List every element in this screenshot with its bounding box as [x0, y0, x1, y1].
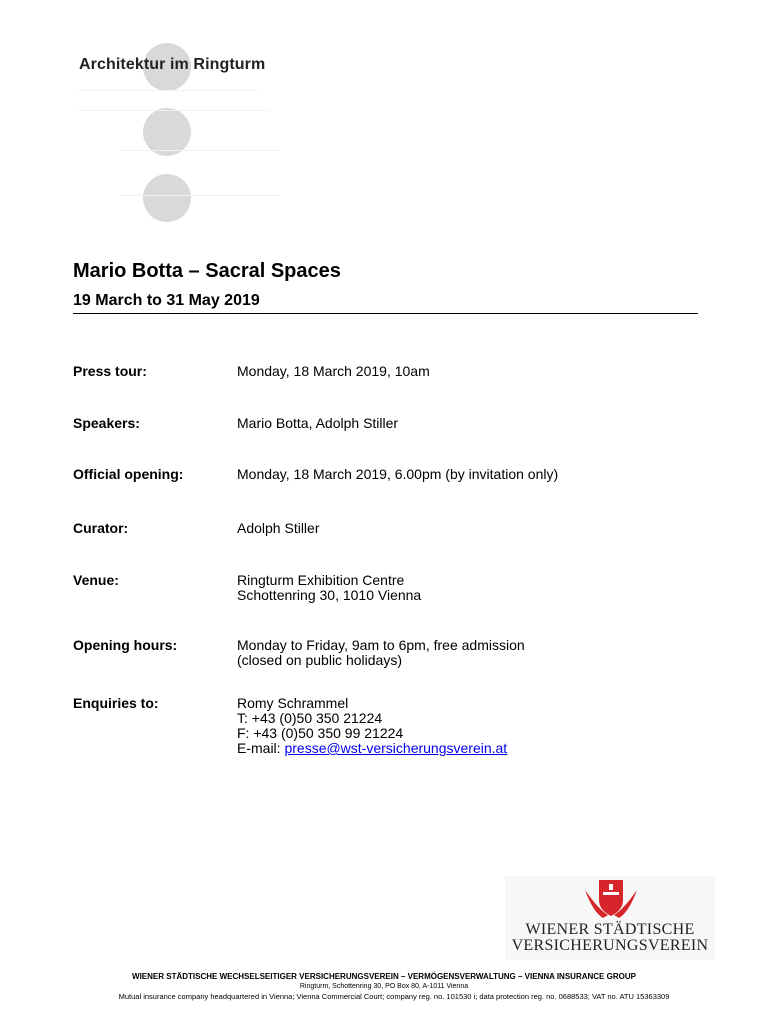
logo-shield-bar: [603, 892, 619, 895]
contact-phone: T: +43 (0)50 350 21224: [237, 710, 383, 726]
contact-name: Romy Schrammel: [237, 695, 349, 711]
footer-address: Ringturm, Schottenring 30, PO Box 80, A-1011 Vienna: [299, 983, 469, 990]
exhibition-dates: 19 March to 31 May 2019: [73, 292, 260, 309]
official-opening-label: Official opening:: [73, 466, 184, 482]
faint-line: [120, 150, 280, 151]
brand-name: Architektur im Ringturm: [79, 56, 266, 73]
contact-email-row: [237, 741, 507, 756]
official-opening-value: Monday, 18 March 2019, 6.00pm (by invitation only): [237, 466, 559, 482]
email-prefix: E-mail:: [237, 740, 285, 756]
press-tour-value: Monday, 18 March 2019, 10am: [237, 363, 430, 379]
venue-line-1: Ringturm Exhibition Centre: [237, 572, 405, 588]
opening-hours-line-1: Monday to Friday, 9am to 6pm, free admission: [237, 637, 525, 653]
logo-line-1: WIENER STÄDTISCHE: [525, 921, 695, 938]
opening-hours-label: Opening hours:: [73, 637, 178, 653]
speakers-value: Mario Botta, Adolph Stiller: [237, 415, 399, 431]
decorative-circle-3: [143, 174, 191, 222]
faint-line: [120, 195, 280, 196]
footer-company: WIENER STÄDTISCHE WECHSELSEITIGER VERSICHERUNGSVEREIN – VERMÖGENSVERWALTUNG – VIENNA INSURANCE GROUP: [132, 972, 636, 981]
logo-line-2: VERSICHERUNGSVEREIN: [511, 937, 709, 954]
faint-line: [79, 90, 259, 91]
decorative-circle-2: [143, 108, 191, 156]
curator-value: Adolph Stiller: [237, 520, 320, 536]
venue-line-2: Schottenring 30, 1010 Vienna: [237, 587, 422, 603]
curator-label: Curator:: [73, 520, 129, 536]
press-tour-label: Press tour:: [73, 363, 147, 379]
footer-legal: Mutual insurance company headquartered in Vienna; Vienna Commercial Court; company reg. no. 101530 i; data protection reg. no. 0688533; VAT no. ATU 15363309: [118, 992, 670, 1001]
contact-fax: F: +43 (0)50 350 99 21224: [237, 725, 404, 741]
email-link[interactable]: presse@wst-versicherungsverein.at: [284, 740, 508, 756]
opening-hours-value: [237, 638, 525, 668]
speakers-label: Speakers:: [73, 415, 140, 431]
enquiries-label: Enquiries to:: [73, 695, 159, 711]
logo-shield-notch: [609, 884, 613, 890]
venue-label: Venue:: [73, 572, 119, 588]
exhibition-title: Mario Botta – Sacral Spaces: [73, 260, 341, 282]
opening-hours-line-2: (closed on public holidays): [237, 652, 402, 668]
enquiries-value: [237, 696, 507, 756]
insurer-logo-text: [505, 922, 715, 954]
venue-value: [237, 573, 421, 603]
title-divider: [73, 313, 698, 314]
faint-line: [79, 110, 269, 111]
